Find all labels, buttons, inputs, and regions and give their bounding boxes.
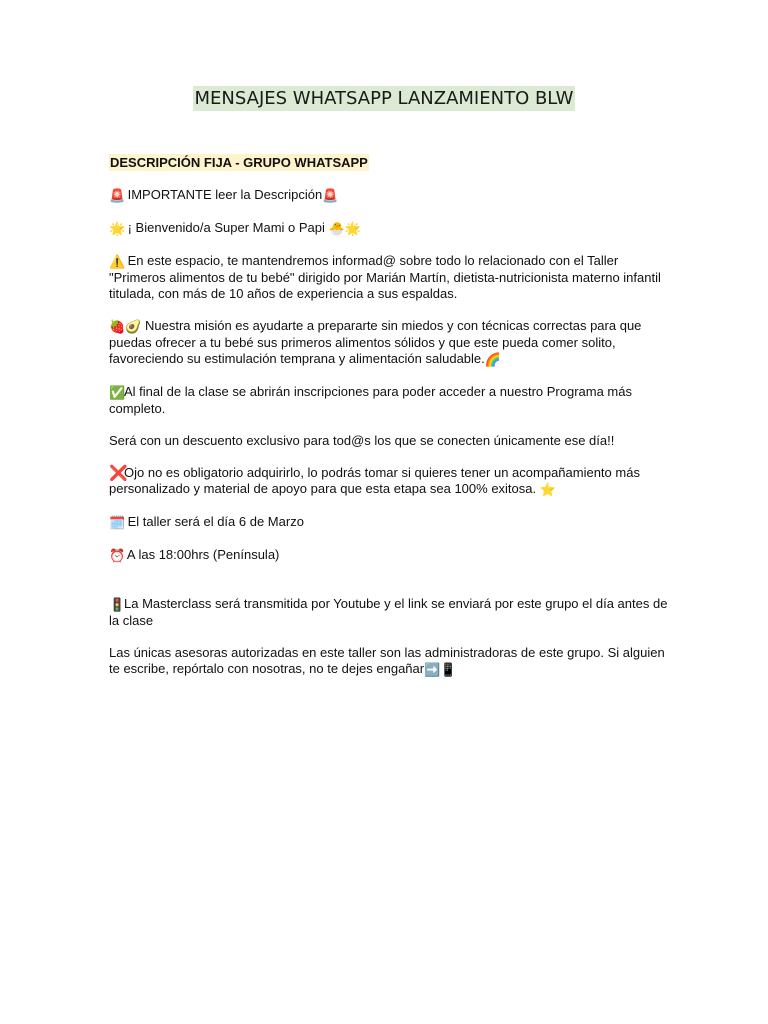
cross-mark-icon: ❌ — [109, 465, 128, 482]
paragraph-text: Las únicas asesoras autorizadas en este taller son las administradoras de este grupo. Si alguien te escribe, repórtalo con nosotras, no te dejes engañar — [109, 645, 665, 676]
document-body — [109, 154, 669, 694]
document-title: MENSAJES WHATSAPP LANZAMIENTO BLW — [194, 88, 574, 109]
calendar-icon: 🗓️ — [109, 516, 126, 531]
paragraph-advisors — [109, 645, 669, 678]
paragraph-text: Ojo no es obligatorio adquirirlo, lo podrás tomar si quieres tener un acompañamiento más personalizado y material de apoyo para que esta etapa sea 100% exitosa. — [109, 465, 640, 496]
paragraph-info — [109, 253, 669, 302]
paragraph-date — [109, 514, 669, 531]
warning-icon: ⚠️ — [109, 255, 126, 270]
paragraph-text: ¡ Bienvenido/a Super Mami o Papi — [124, 220, 329, 235]
glowing-star-icon: 🌟 — [109, 222, 126, 237]
rainbow-icon: 🌈 — [484, 353, 501, 368]
paragraph-text: A las 18:00hrs (Península) — [124, 547, 280, 562]
blank-line — [109, 580, 669, 596]
paragraph-text: Será con un descuento exclusivo para tod@s los que se conecten únicamente ese día!! — [109, 433, 615, 448]
paragraph-welcome — [109, 220, 669, 237]
paragraph-masterclass — [109, 596, 669, 629]
star-icon: ⭐ — [539, 483, 556, 498]
paragraph-discount — [109, 433, 669, 449]
paragraph-optional — [109, 465, 669, 498]
arrow-phone-icons: ➡️📱 — [424, 663, 457, 678]
section-heading: DESCRIPCIÓN FIJA - GRUPO WHATSAPP — [110, 155, 368, 170]
check-mark-icon: ✅ — [109, 386, 126, 401]
siren-icon: 🚨 — [109, 189, 126, 204]
paragraph-text: La Masterclass será transmitida por Youtube y el link se enviará por este grupo el día antes de la clase — [109, 596, 668, 628]
chick-star-icons: 🐣🌟 — [328, 222, 361, 237]
paragraph-text: En este espacio, te mantendremos informad@ sobre todo lo relacionado con el Taller "Primeros alimentos de tu bebé" dirigido por Marián Martín, dietista-nutricionista materno infantil titulada, con más de 10 años de experiencia a sus espaldas. — [109, 253, 661, 301]
paragraph-text: Nuestra misión es ayudarte a prepararte sin miedos y con técnicas correctas para que puedas ofrecer a tu bebé sus primeros alimentos sólidos y que este pueda comer solito, favoreciendo su estimulación temprana y alimentación saludable. — [109, 318, 642, 366]
paragraph-text: Al final de la clase se abrirán inscripciones para poder acceder a nuestro Programa más completo. — [109, 384, 632, 416]
paragraph-time — [109, 547, 669, 564]
paragraph-important — [109, 187, 669, 204]
paragraph-text: El taller será el día 6 de Marzo — [124, 514, 304, 529]
paragraph-text: IMPORTANTE leer la Descripción — [124, 187, 323, 202]
siren-icon: 🚨 — [322, 189, 339, 204]
paragraph-mission — [109, 318, 669, 368]
strawberry-avocado-icons: 🍓🥑 — [109, 320, 142, 335]
traffic-light-icon: 🚦 — [109, 598, 126, 613]
title-container — [0, 86, 768, 111]
paragraph-enrollment — [109, 384, 669, 417]
alarm-clock-icon: ⏰ — [109, 549, 126, 564]
